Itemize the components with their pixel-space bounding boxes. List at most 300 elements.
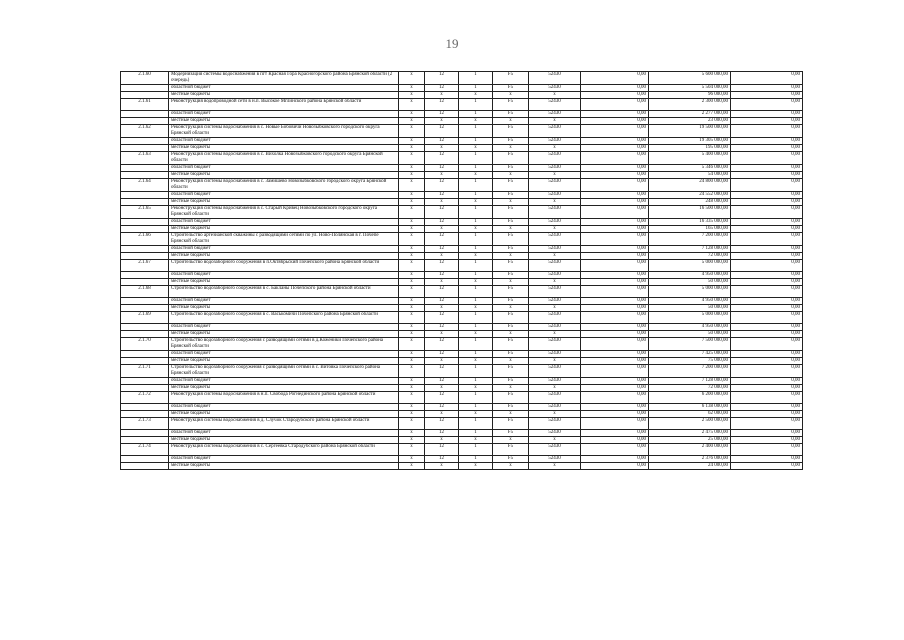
code-cell-2: 12 <box>425 430 459 437</box>
code-cell-3: 1 <box>459 456 493 463</box>
code-cell-3: 1 <box>459 111 493 118</box>
code-cell-4: х <box>493 172 529 179</box>
amount-cell-1: 0,00 <box>581 111 649 118</box>
table-row <box>121 331 803 338</box>
amount-cell-2: 19 500 000,00 <box>649 125 731 138</box>
code-cell-5: 52430 <box>529 418 581 430</box>
amount-cell-1: 0,00 <box>581 404 649 411</box>
amount-cell-2: 25 000,00 <box>649 437 731 444</box>
amount-cell-1: 0,00 <box>581 463 649 470</box>
item-name-cell: Строительство водозаборного сооружения с разводящими сетями в д.Коженики Почепского района Брянской области <box>169 338 399 351</box>
code-cell-2: х <box>425 385 459 392</box>
table-row <box>121 99 803 111</box>
table-row <box>121 172 803 179</box>
code-cell-2: 12 <box>425 125 459 138</box>
code-cell-3: х <box>459 92 493 99</box>
item-name-cell: областной бюджет <box>169 85 399 92</box>
code-cell-1: х <box>399 338 425 351</box>
amount-cell-1: 0,00 <box>581 226 649 233</box>
code-cell-4: х <box>493 331 529 338</box>
code-cell-5: 52430 <box>529 85 581 92</box>
code-cell-1: х <box>399 272 425 279</box>
code-cell-2: х <box>425 253 459 260</box>
table-row <box>121 298 803 305</box>
amount-cell-3: 0,00 <box>731 378 803 385</box>
code-cell-3: 1 <box>459 85 493 92</box>
item-name-cell: Реконструкция системы водоснабжения в д. Случок Стародубского района Брянской области <box>169 418 399 430</box>
amount-cell-3: 0,00 <box>731 312 803 324</box>
amount-cell-2: 23 000,00 <box>649 118 731 125</box>
amount-cell-3: 0,00 <box>731 226 803 233</box>
table-row <box>121 85 803 92</box>
amount-cell-3: 0,00 <box>731 286 803 298</box>
code-cell-3: 1 <box>459 392 493 404</box>
item-name-cell: местные бюджеты <box>169 279 399 286</box>
item-name-cell: местные бюджеты <box>169 226 399 233</box>
code-cell-5: 52430 <box>529 99 581 111</box>
amount-cell-1: 0,00 <box>581 192 649 199</box>
amount-cell-2: 195 000,00 <box>649 145 731 152</box>
amount-cell-1: 0,00 <box>581 331 649 338</box>
code-cell-2: х <box>425 463 459 470</box>
code-cell-2: 12 <box>425 456 459 463</box>
code-cell-4: х <box>493 279 529 286</box>
item-number-cell: 2.1.74 <box>121 444 169 456</box>
amount-cell-3: 0,00 <box>731 418 803 430</box>
code-cell-3: 1 <box>459 338 493 351</box>
code-cell-2: х <box>425 145 459 152</box>
code-cell-5: х <box>529 226 581 233</box>
item-number-cell: 2.1.70 <box>121 338 169 351</box>
amount-cell-2: 2 500 000,00 <box>649 418 731 430</box>
amount-cell-1: 0,00 <box>581 72 649 85</box>
item-number-cell: 2.1.72 <box>121 392 169 404</box>
code-cell-4: F5 <box>493 99 529 111</box>
code-cell-3: х <box>459 253 493 260</box>
item-number-cell <box>121 165 169 172</box>
item-name-cell: областной бюджет <box>169 404 399 411</box>
code-cell-1: х <box>399 152 425 165</box>
item-name-cell: Реконструкция системы водоснабжения в с. Новые Бобовичи Новозыбковского городского округа Брянской области <box>169 125 399 138</box>
code-cell-2: 12 <box>425 392 459 404</box>
code-cell-4: F5 <box>493 418 529 430</box>
amount-cell-2: 4 950 000,00 <box>649 272 731 279</box>
code-cell-3: 1 <box>459 260 493 272</box>
code-cell-3: 1 <box>459 179 493 192</box>
code-cell-1: х <box>399 118 425 125</box>
code-cell-5: 52430 <box>529 312 581 324</box>
code-cell-5: х <box>529 385 581 392</box>
amount-cell-2: 6 138 000,00 <box>649 404 731 411</box>
amount-cell-1: 0,00 <box>581 233 649 246</box>
code-cell-1: х <box>399 72 425 85</box>
amount-cell-2: 4 950 000,00 <box>649 298 731 305</box>
code-cell-2: 12 <box>425 233 459 246</box>
code-cell-1: х <box>399 385 425 392</box>
table-row <box>121 199 803 206</box>
item-name-cell: Реконструкция системы водоснабжения в с. Старый Кривец Новозыбковского городского округа Брянской области <box>169 206 399 219</box>
amount-cell-3: 0,00 <box>731 444 803 456</box>
item-name-cell: областной бюджет <box>169 430 399 437</box>
table-row <box>121 324 803 331</box>
amount-cell-2: 50 000,00 <box>649 279 731 286</box>
item-name-cell: областной бюджет <box>169 246 399 253</box>
code-cell-4: F5 <box>493 392 529 404</box>
code-cell-4: F5 <box>493 192 529 199</box>
code-cell-4: F5 <box>493 338 529 351</box>
code-cell-3: х <box>459 358 493 365</box>
item-name-cell: местные бюджеты <box>169 145 399 152</box>
code-cell-1: х <box>399 219 425 226</box>
item-name-cell: Модернизация системы водоснабжения в пгт Красная Гора Красногорского района Брянской области (2 очередь) <box>169 72 399 85</box>
item-name-cell: местные бюджеты <box>169 463 399 470</box>
table-row <box>121 219 803 226</box>
amount-cell-1: 0,00 <box>581 152 649 165</box>
table-row <box>121 286 803 298</box>
code-cell-2: 12 <box>425 404 459 411</box>
amount-cell-2: 2 475 000,00 <box>649 430 731 437</box>
code-cell-5: 52430 <box>529 260 581 272</box>
amount-cell-3: 0,00 <box>731 138 803 145</box>
code-cell-4: х <box>493 463 529 470</box>
code-cell-1: х <box>399 392 425 404</box>
item-name-cell: областной бюджет <box>169 272 399 279</box>
code-cell-3: 1 <box>459 192 493 199</box>
amount-cell-1: 0,00 <box>581 385 649 392</box>
code-cell-1: х <box>399 378 425 385</box>
code-cell-1: х <box>399 145 425 152</box>
item-number-cell <box>121 118 169 125</box>
code-cell-2: х <box>425 199 459 206</box>
amount-cell-2: 24 000,00 <box>649 463 731 470</box>
code-cell-5: 52430 <box>529 338 581 351</box>
amount-cell-1: 0,00 <box>581 456 649 463</box>
amount-cell-1: 0,00 <box>581 351 649 358</box>
amount-cell-3: 0,00 <box>731 298 803 305</box>
code-cell-3: 1 <box>459 404 493 411</box>
amount-cell-3: 0,00 <box>731 305 803 312</box>
code-cell-2: 12 <box>425 324 459 331</box>
code-cell-2: 12 <box>425 365 459 378</box>
code-cell-1: х <box>399 179 425 192</box>
code-cell-4: F5 <box>493 430 529 437</box>
amount-cell-3: 0,00 <box>731 411 803 418</box>
amount-cell-3: 0,00 <box>731 279 803 286</box>
amount-cell-2: 16 335 000,00 <box>649 219 731 226</box>
amount-cell-1: 0,00 <box>581 145 649 152</box>
item-number-cell: 2.1.66 <box>121 233 169 246</box>
item-number-cell: 2.1.64 <box>121 179 169 192</box>
code-cell-2: 12 <box>425 138 459 145</box>
amount-cell-3: 0,00 <box>731 272 803 279</box>
code-cell-5: х <box>529 118 581 125</box>
amount-cell-2: 5 346 000,00 <box>649 165 731 172</box>
code-cell-4: F5 <box>493 206 529 219</box>
item-name-cell: областной бюджет <box>169 219 399 226</box>
code-cell-5: 52430 <box>529 324 581 331</box>
code-cell-5: х <box>529 92 581 99</box>
code-cell-5: 52430 <box>529 152 581 165</box>
amount-cell-2: 2 277 000,00 <box>649 111 731 118</box>
code-cell-1: х <box>399 279 425 286</box>
code-cell-2: 12 <box>425 192 459 199</box>
item-number-cell <box>121 411 169 418</box>
item-name-cell: Строительство водозаборного сооружения в с. Бакланы Почепского района Брянской области <box>169 286 399 298</box>
item-name-cell: местные бюджеты <box>169 305 399 312</box>
code-cell-4: F5 <box>493 365 529 378</box>
code-cell-1: х <box>399 418 425 430</box>
code-cell-1: х <box>399 430 425 437</box>
code-cell-4: F5 <box>493 111 529 118</box>
amount-cell-2: 5 504 000,00 <box>649 85 731 92</box>
amount-cell-3: 0,00 <box>731 192 803 199</box>
amount-cell-1: 0,00 <box>581 165 649 172</box>
code-cell-4: х <box>493 437 529 444</box>
code-cell-2: 12 <box>425 206 459 219</box>
code-cell-3: 1 <box>459 246 493 253</box>
amount-cell-2: 62 000,00 <box>649 411 731 418</box>
code-cell-2: 12 <box>425 179 459 192</box>
item-number-cell <box>121 253 169 260</box>
amount-cell-3: 0,00 <box>731 99 803 111</box>
amount-cell-2: 2 376 000,00 <box>649 456 731 463</box>
item-number-cell: 2.1.63 <box>121 152 169 165</box>
code-cell-4: F5 <box>493 312 529 324</box>
code-cell-2: х <box>425 92 459 99</box>
amount-cell-1: 0,00 <box>581 312 649 324</box>
code-cell-4: F5 <box>493 125 529 138</box>
code-cell-3: х <box>459 118 493 125</box>
table-row <box>121 351 803 358</box>
amount-cell-3: 0,00 <box>731 404 803 411</box>
code-cell-4: F5 <box>493 351 529 358</box>
item-name-cell: областной бюджет <box>169 298 399 305</box>
item-name-cell: местные бюджеты <box>169 437 399 444</box>
code-cell-4: F5 <box>493 378 529 385</box>
amount-cell-3: 0,00 <box>731 351 803 358</box>
item-number-cell <box>121 324 169 331</box>
code-cell-4: F5 <box>493 286 529 298</box>
code-cell-1: х <box>399 365 425 378</box>
item-name-cell: местные бюджеты <box>169 331 399 338</box>
code-cell-5: 52430 <box>529 351 581 358</box>
item-number-cell <box>121 172 169 179</box>
table-row <box>121 430 803 437</box>
item-name-cell: Реконструкция системы водоснабжения в с. Вихолка Новозыбковского городского округа Брянской области <box>169 152 399 165</box>
item-number-cell <box>121 92 169 99</box>
amount-cell-1: 0,00 <box>581 206 649 219</box>
budget-table <box>120 71 803 470</box>
code-cell-2: 12 <box>425 312 459 324</box>
amount-cell-1: 0,00 <box>581 392 649 404</box>
code-cell-2: 12 <box>425 85 459 92</box>
code-cell-2: 12 <box>425 444 459 456</box>
amount-cell-2: 4 950 000,00 <box>649 324 731 331</box>
code-cell-2: х <box>425 411 459 418</box>
amount-cell-3: 0,00 <box>731 145 803 152</box>
code-cell-5: х <box>529 411 581 418</box>
amount-cell-3: 0,00 <box>731 233 803 246</box>
amount-cell-3: 0,00 <box>731 206 803 219</box>
code-cell-4: F5 <box>493 324 529 331</box>
item-number-cell <box>121 430 169 437</box>
code-cell-1: х <box>399 253 425 260</box>
code-cell-5: х <box>529 358 581 365</box>
amount-cell-1: 0,00 <box>581 172 649 179</box>
amount-cell-3: 0,00 <box>731 260 803 272</box>
amount-cell-3: 0,00 <box>731 463 803 470</box>
amount-cell-2: 5 000 000,00 <box>649 312 731 324</box>
item-number-cell <box>121 463 169 470</box>
code-cell-1: х <box>399 125 425 138</box>
code-cell-2: 12 <box>425 272 459 279</box>
amount-cell-3: 0,00 <box>731 85 803 92</box>
code-cell-3: 1 <box>459 365 493 378</box>
table-row <box>121 111 803 118</box>
item-name-cell: местные бюджеты <box>169 385 399 392</box>
code-cell-5: 52430 <box>529 246 581 253</box>
item-name-cell: областной бюджет <box>169 138 399 145</box>
code-cell-5: 52430 <box>529 365 581 378</box>
code-cell-5: 52430 <box>529 298 581 305</box>
amount-cell-3: 0,00 <box>731 219 803 226</box>
amount-cell-2: 165 000,00 <box>649 226 731 233</box>
item-name-cell: Строительство водозаборного сооружения в с. Васькомичи Почепского района Брянской области <box>169 312 399 324</box>
table-row <box>121 338 803 351</box>
amount-cell-2: 24 552 000,00 <box>649 192 731 199</box>
amount-cell-2: 2 300 000,00 <box>649 99 731 111</box>
code-cell-5: 52430 <box>529 179 581 192</box>
code-cell-1: х <box>399 305 425 312</box>
code-cell-2: х <box>425 226 459 233</box>
code-cell-5: 52430 <box>529 444 581 456</box>
item-name-cell: местные бюджеты <box>169 199 399 206</box>
code-cell-3: х <box>459 411 493 418</box>
table-row <box>121 165 803 172</box>
code-cell-1: х <box>399 324 425 331</box>
amount-cell-2: 5 600 000,00 <box>649 72 731 85</box>
amount-cell-3: 0,00 <box>731 253 803 260</box>
code-cell-2: 12 <box>425 246 459 253</box>
table-row <box>121 279 803 286</box>
code-cell-1: х <box>399 331 425 338</box>
table-row <box>121 463 803 470</box>
item-number-cell <box>121 404 169 411</box>
code-cell-3: 1 <box>459 378 493 385</box>
amount-cell-1: 0,00 <box>581 92 649 99</box>
code-cell-3: 1 <box>459 99 493 111</box>
code-cell-4: х <box>493 411 529 418</box>
code-cell-3: х <box>459 226 493 233</box>
item-number-cell <box>121 456 169 463</box>
table-row <box>121 226 803 233</box>
code-cell-1: х <box>399 312 425 324</box>
table-body <box>121 72 803 470</box>
item-number-cell: 2.1.71 <box>121 365 169 378</box>
item-name-cell: местные бюджеты <box>169 172 399 179</box>
code-cell-4: F5 <box>493 138 529 145</box>
amount-cell-1: 0,00 <box>581 444 649 456</box>
code-cell-4: F5 <box>493 456 529 463</box>
amount-cell-2: 72 000,00 <box>649 253 731 260</box>
table-row <box>121 138 803 145</box>
code-cell-3: 1 <box>459 233 493 246</box>
code-cell-1: х <box>399 111 425 118</box>
code-cell-2: 12 <box>425 298 459 305</box>
code-cell-4: х <box>493 226 529 233</box>
code-cell-4: х <box>493 92 529 99</box>
amount-cell-1: 0,00 <box>581 298 649 305</box>
code-cell-2: х <box>425 305 459 312</box>
code-cell-1: х <box>399 85 425 92</box>
item-name-cell: местные бюджеты <box>169 92 399 99</box>
code-cell-2: 12 <box>425 99 459 111</box>
item-name-cell: местные бюджеты <box>169 253 399 260</box>
item-name-cell: местные бюджеты <box>169 411 399 418</box>
code-cell-3: х <box>459 305 493 312</box>
amount-cell-1: 0,00 <box>581 279 649 286</box>
amount-cell-3: 0,00 <box>731 199 803 206</box>
item-name-cell: Реконструкция системы водоснабжения в с. Замишево Новозыбковского городского округа Брянской области <box>169 179 399 192</box>
amount-cell-3: 0,00 <box>731 392 803 404</box>
amount-cell-1: 0,00 <box>581 253 649 260</box>
code-cell-2: х <box>425 358 459 365</box>
code-cell-2: 12 <box>425 351 459 358</box>
item-number-cell: 2.1.69 <box>121 312 169 324</box>
code-cell-3: 1 <box>459 219 493 226</box>
code-cell-1: х <box>399 246 425 253</box>
code-cell-5: 52430 <box>529 404 581 411</box>
amount-cell-3: 0,00 <box>731 358 803 365</box>
code-cell-5: х <box>529 145 581 152</box>
table-row <box>121 192 803 199</box>
code-cell-5: х <box>529 331 581 338</box>
code-cell-4: F5 <box>493 152 529 165</box>
item-name-cell: Строительство водозаборного сооружения в п.Октябрьский Почепского района Брянской области <box>169 260 399 272</box>
amount-cell-1: 0,00 <box>581 118 649 125</box>
table-row <box>121 456 803 463</box>
code-cell-5: 52430 <box>529 206 581 219</box>
amount-cell-3: 0,00 <box>731 246 803 253</box>
code-cell-5: х <box>529 172 581 179</box>
table-row <box>121 272 803 279</box>
item-number-cell <box>121 219 169 226</box>
table-row <box>121 385 803 392</box>
code-cell-5: х <box>529 463 581 470</box>
table-row <box>121 152 803 165</box>
code-cell-3: 1 <box>459 351 493 358</box>
code-cell-1: х <box>399 444 425 456</box>
code-cell-1: х <box>399 298 425 305</box>
amount-cell-3: 0,00 <box>731 152 803 165</box>
item-name-cell: областной бюджет <box>169 111 399 118</box>
amount-cell-3: 0,00 <box>731 111 803 118</box>
amount-cell-3: 0,00 <box>731 118 803 125</box>
code-cell-1: х <box>399 199 425 206</box>
amount-cell-1: 0,00 <box>581 358 649 365</box>
item-name-cell: областной бюджет <box>169 324 399 331</box>
amount-cell-2: 7 128 000,00 <box>649 378 731 385</box>
code-cell-5: х <box>529 253 581 260</box>
code-cell-4: F5 <box>493 179 529 192</box>
item-number-cell: 2.1.60 <box>121 72 169 85</box>
code-cell-3: 1 <box>459 72 493 85</box>
code-cell-4: х <box>493 118 529 125</box>
code-cell-1: х <box>399 358 425 365</box>
code-cell-5: 52430 <box>529 272 581 279</box>
code-cell-1: х <box>399 286 425 298</box>
amount-cell-2: 248 000,00 <box>649 199 731 206</box>
